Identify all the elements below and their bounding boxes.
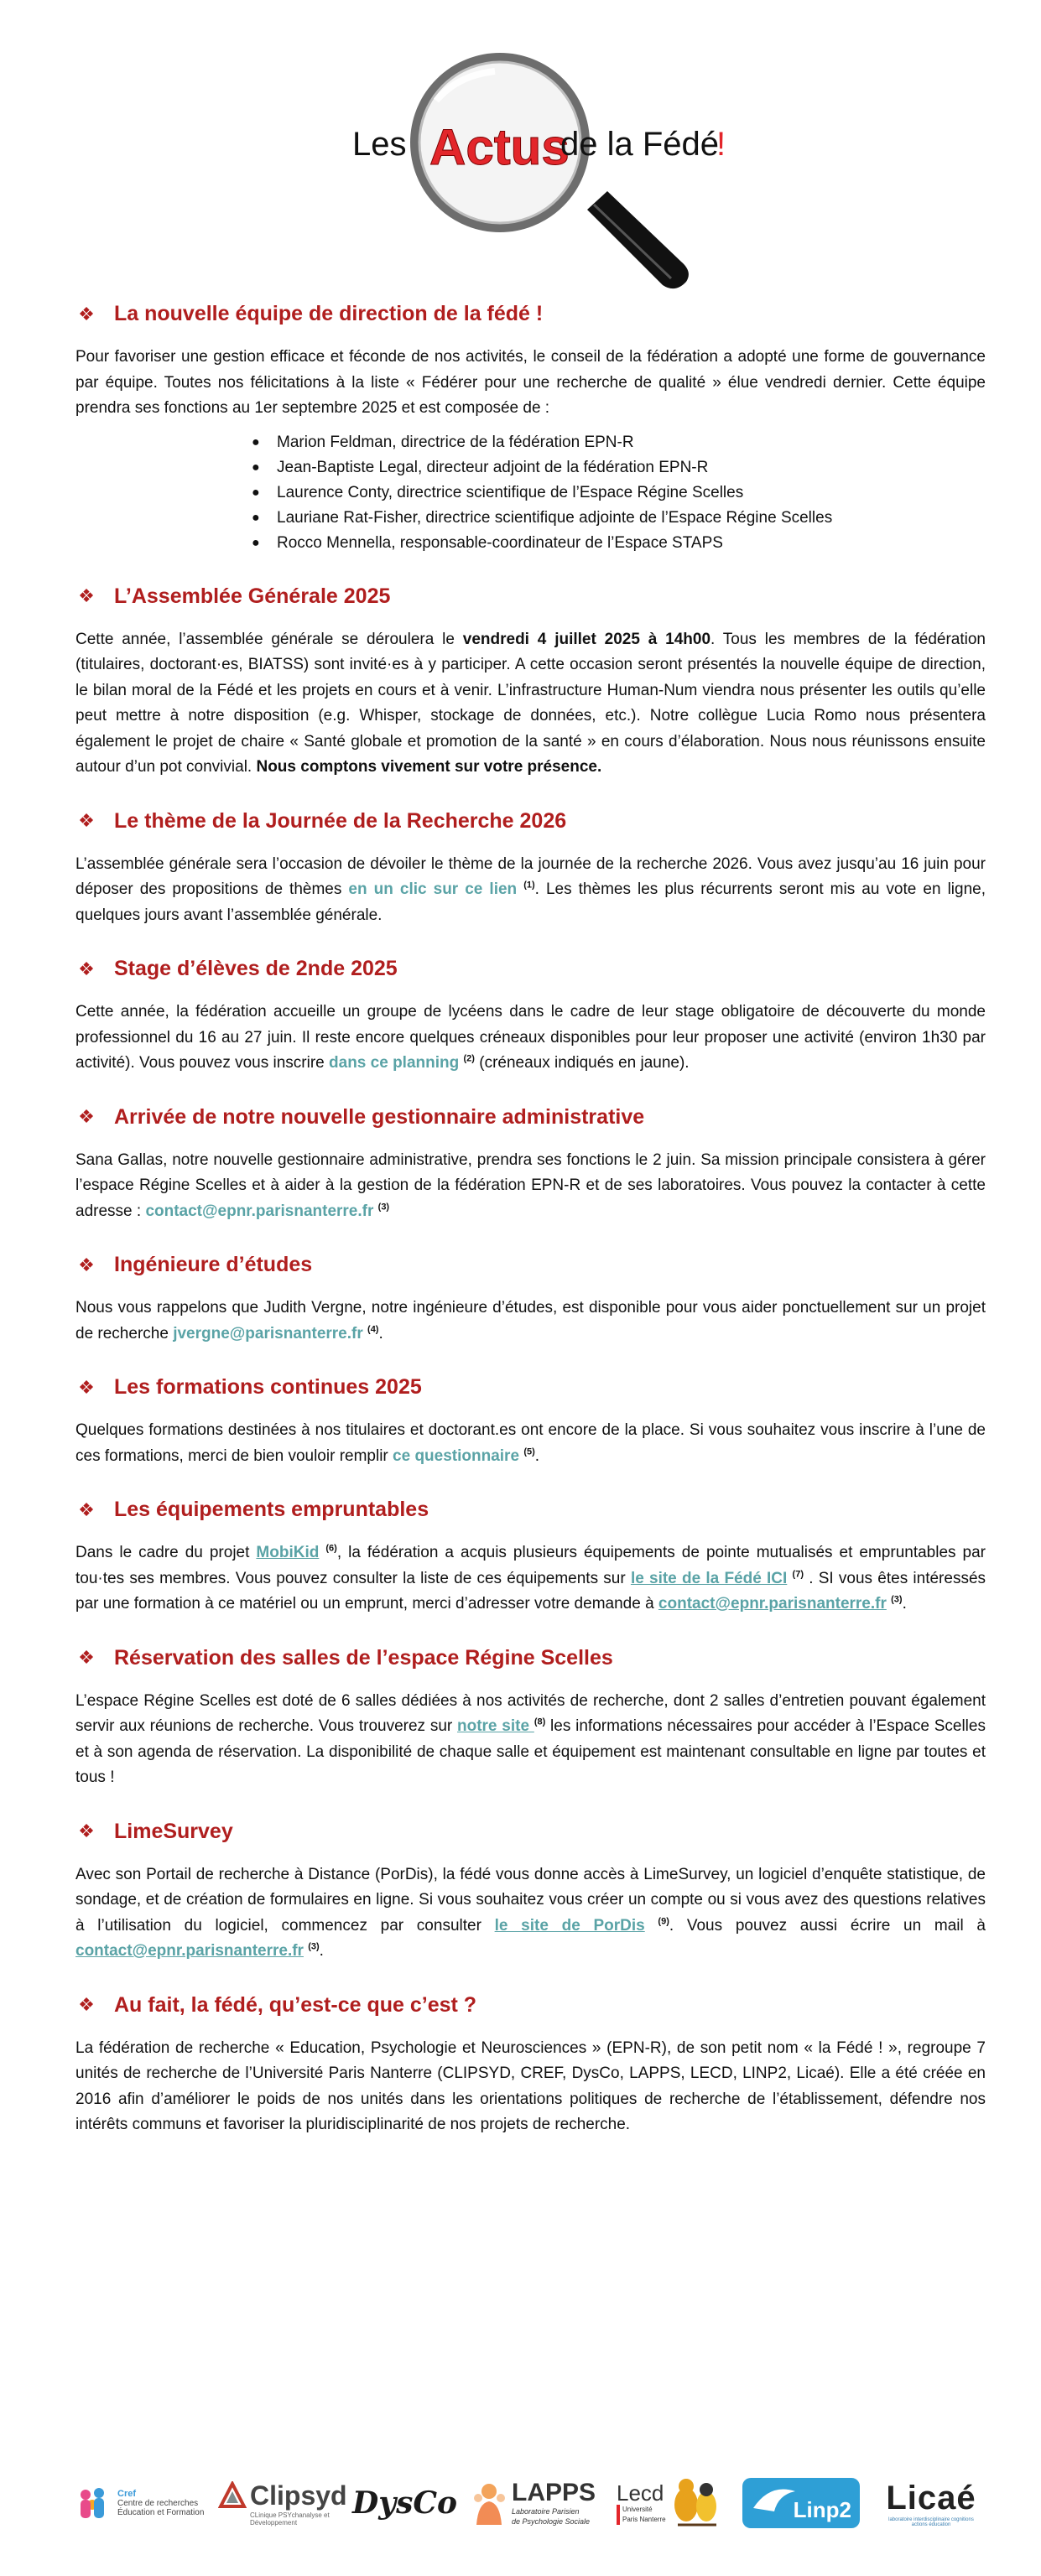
diamond-bullet-icon: ❖: [78, 958, 95, 979]
section-text: Sana Gallas, notre nouvelle gestionnaire administrative, prendra ses fonctions le 2 juin. Sa mission principale consistera à gérer l’espace Régine Scelles et à aider à la gestion de la fédération EPN-R et de ses laboratoires. Vous pouvez la contacter à cette adresse : contact@epnr.parisnanterre.fr $^{(3)}$: [75, 1150, 986, 1220]
header-suffix: de la Fédé: [560, 126, 720, 163]
diamond-bullet-icon: ❖: [78, 1254, 95, 1275]
header-prefix: Les: [352, 126, 407, 163]
dysco-logo: DysCo: [352, 2485, 458, 2521]
clipsyd-logo: Clipsyd CLinique PSYchanalyse et Développement: [218, 2465, 344, 2541]
diamond-bullet-icon: ❖: [78, 1498, 95, 1520]
assembly-date: vendredi 4 juillet 2025 à 14h00: [462, 630, 711, 648]
section-title: LimeSurvey: [114, 1819, 233, 1843]
theme-proposal-link[interactable]: en un clic sur ce lien: [348, 880, 518, 898]
contact-email-link[interactable]: contact@epnr.parisnanterre.fr: [75, 1942, 304, 1960]
cref-people-icon: [75, 2485, 112, 2521]
list-item: ● Rocco Mennella, responsable-coordinateur de l’Espace STAPS: [252, 531, 986, 556]
linp2-bird-icon: [749, 2483, 799, 2516]
engineer-email-link[interactable]: jvergne@parisnanterre.fr: [173, 1324, 363, 1343]
section-text: La fédération de recherche « Education, Psychologie et Neurosciences » (EPN-R), de son petit nom « la Fédé ! », regroupe 7 unités de recherche de l’Université Paris Nanterre (CLIPSYD, CREF, DysCo, LAPPS, LECD, LINP2, Licaé). Elle a été créée en 2016 afin d’améliorer le poids de nos unités dans les orientations politiques de recherche de l’établissement, défendre nos intérêts communs et favoriser la pluridisciplinarité de nos projets de recherche.: [75, 2038, 986, 2133]
section-title: La nouvelle équipe de direction de la fédé !: [114, 302, 544, 325]
lecd-logo: Lecd Université Paris Nanterre: [617, 2465, 734, 2541]
diamond-bullet-icon: ❖: [78, 1994, 95, 2015]
diamond-bullet-icon: ❖: [78, 810, 95, 831]
section-title: Ingénieure d’études: [114, 1253, 313, 1276]
section-research-day: [75, 809, 986, 929]
section-room-booking: [75, 1646, 986, 1791]
pordis-link[interactable]: le site de PorDis: [494, 1916, 645, 1935]
section-text: L’espace Régine Scelles est doté de 6 salles dédiées à nos activités de recherche, dont 2 salles d’entretien pouvant également servir aux réunions de recherche. Vous trouverez sur notre site $^{(8)}$ les informations nécessaires pour accéder à l’Espace Scelles et à son agenda de réservation. La disponibilité de chaque salle et équipement est maintenant consultable en ligne par toutes et tous !: [75, 1691, 986, 1786]
section-title: Les équipements empruntables: [114, 1498, 429, 1521]
section-text: Cette année, la fédération accueille un groupe de lycéens dans le cadre de leur stage obligatoire de découverte du monde professionnel du 16 au 27 juin. Il reste encore quelques créneaux disponibles pour leur proposer une activité (environ 1h30 par activité). Vous pouvez vous inscrire dans ce planning $^{(2)}$ (créneaux indiqués en jaune).: [75, 1003, 986, 1072]
section-text: Avec son Portail de recherche à Distance (PorDis), la fédé vous donne accès à LimeSurvey, un logiciel d’enquête statistique, de sondage, et de création de formulaires en ligne. Si vous souhaitez vous créer un compte ou si vous avez des questions relatives à l’utilisation du logiciel, commencez par consulter le site de PorDis $^{(9)}$. Vous pouvez aussi écrire un mail à contact@epnr.parisnanterre.fr $^{(3)}$.: [75, 1865, 986, 1960]
section-text: Cette année, l’assemblée générale se déroulera le vendredi 4 juillet 2025 à 14h00. Tous les membres de la fédération (titulaires, doctorant·es, BIATSS) sont invité·es à y participer. A cette occasion seront présentés la nouvelle équipe de direction, le bilan moral de la Fédé et les projets en cours et à venir. L’infrastructure Human-Num viendra nous présenter les outils qu’elle peut mettre à notre disposition (e.g. Whisper, stockage de données, etc.). Notre collègue Lucia Romo nous présentera également le projet de chaire « Santé globale et promotion de la santé » en cours d’élaboration. Nous nous réunissons ensuite autour d’un pot convivial. Nous comptons vivement sur votre présence.: [75, 630, 986, 776]
newsletter-header: [0, 50, 1041, 293]
fede-site-link[interactable]: le site de la Fédé ICI: [630, 1569, 788, 1587]
list-item: ● Lauriane Rat-Fisher, directrice scientifique adjointe de l’Espace Régine Scelles: [252, 506, 986, 531]
section-title: L’Assemblée Générale 2025: [114, 584, 391, 608]
team-list: [252, 430, 986, 556]
questionnaire-link[interactable]: ce questionnaire: [393, 1446, 520, 1465]
cref-logo: Cref Centre de recherches Éducation et Formation: [75, 2465, 210, 2541]
licae-logo: Licaé laboratoire interdisciplinaire cognitions actions éducation: [886, 2479, 976, 2527]
section-title: Stage d’élèves de 2nde 2025: [114, 957, 398, 980]
contact-email-link[interactable]: contact@epnr.parisnanterre.fr: [658, 1595, 887, 1613]
section-title: Les formations continues 2025: [114, 1375, 422, 1399]
linp2-logo: Linp2: [742, 2465, 868, 2541]
mobikid-link[interactable]: MobiKid: [256, 1544, 320, 1561]
contact-email-link[interactable]: contact@epnr.parisnanterre.fr: [145, 1202, 374, 1220]
diamond-bullet-icon: ❖: [78, 585, 95, 606]
lapps-logo: LAPPS Laboratoire Parisien de Psychologie Sociale: [470, 2465, 608, 2541]
list-item: ● Marion Feldman, directrice de la fédération EPN-R: [252, 430, 986, 455]
planning-link[interactable]: dans ce planning: [329, 1054, 460, 1072]
our-site-link[interactable]: notre site: [457, 1717, 534, 1735]
diamond-bullet-icon: ❖: [78, 1106, 95, 1127]
header-exclamation: !: [716, 126, 726, 163]
diamond-bullet-icon: ❖: [78, 1820, 95, 1841]
birds-icon: [666, 2470, 725, 2537]
section-equipment: [75, 1498, 986, 1618]
diamond-bullet-icon: ❖: [78, 303, 95, 325]
list-item: ● Laurence Conty, directrice scientifique de l’Espace Régine Scelles: [252, 480, 986, 506]
section-limesurvey: [75, 1820, 986, 1965]
section-internship: [75, 957, 986, 1077]
section-direction-team: [75, 302, 986, 556]
header-magnified-word: Actus: [429, 119, 570, 175]
section-title: Réservation des salles de l’espace Régine Scelles: [114, 1645, 613, 1670]
diamond-bullet-icon: ❖: [78, 1647, 95, 1668]
section-title: Au fait, la fédé, qu’est-ce que c’est ?: [114, 1992, 477, 2017]
section-title: Arrivée de notre nouvelle gestionnaire administrative: [114, 1104, 645, 1129]
section-about-fede: [75, 1993, 986, 2138]
partner-logos: [75, 2465, 986, 2541]
section-text: Pour favoriser une gestion efficace et féconde de nos activités, le conseil de la fédération a adopté une forme de gouvernance par équipe. Toutes nos félicitations à la liste « Fédérer pour une recherche de qualité » élue vendredi dernier. Cette équipe prendra ses fonctions au 1er septembre 2025 et est composée de :: [75, 348, 986, 417]
section-training: [75, 1375, 986, 1469]
section-text: Quelques formations destinées à nos titulaires et doctorant.es ont encore de la place. Si vous souhaitez vous inscrire à l’une de ces formations, merci de bien vouloir remplir ce questionnaire $^{(5)}$.: [75, 1421, 986, 1465]
section-text: L’assemblée générale sera l’occasion de dévoiler le thème de la journée de la recherche 2026. Vous avez jusqu’au 16 juin pour déposer des propositions de thèmes en un clic sur ce lien $^{(1)}$. Les thèmes les plus récurrents seront mis au vote en ligne, quelques jours avant l’assemblée générale.: [75, 854, 986, 924]
clipsyd-triangle-icon: [218, 2481, 247, 2510]
list-item: ● Jean-Baptiste Legal, directeur adjoint de la fédération EPN-R: [252, 455, 986, 480]
section-research-engineer: [75, 1253, 986, 1347]
magnifier-logo: [0, 50, 1041, 293]
section-general-assembly: [75, 584, 986, 781]
magnifier-handle: [587, 191, 689, 288]
section-text: Dans le cadre du projet MobiKid $^{(6)}$, la fédération a acquis plusieurs équipements de pointe mutualisés et empruntables par tou·tes ses membres. Vous pouvez consulter la liste de ces équipements sur le site de la Fédé ICI $^{(7)}$ . SI vous êtes intéressés par une formation à ce matériel ou un emprunt, merci d’adresser votre demande à contact@epnr.parisnanterre.fr $^{(3)}$.: [75, 1543, 986, 1613]
section-new-administrator: [75, 1105, 986, 1225]
newsletter-body: [75, 302, 986, 2167]
section-text: Nous vous rappelons que Judith Vergne, notre ingénieure d’études, est disponible pour vous aider ponctuellement sur un projet de recherche jvergne@parisnanterre.fr $^{(4)}$.: [75, 1299, 986, 1343]
diamond-bullet-icon: ❖: [78, 1376, 95, 1398]
section-title: Le thème de la Journée de la Recherche 2026: [114, 808, 567, 833]
lapps-figure-icon: [470, 2480, 508, 2527]
